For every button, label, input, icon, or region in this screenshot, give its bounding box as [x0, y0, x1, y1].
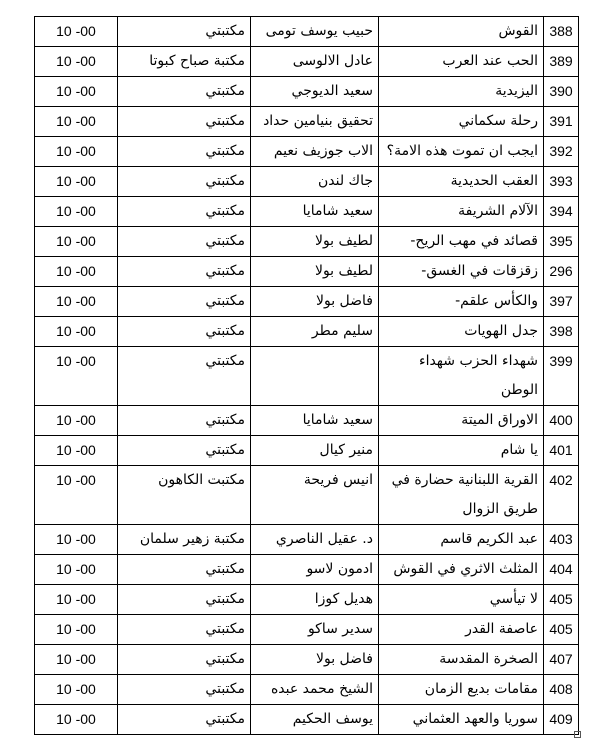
title-cell: مقامات بديع الزمان [379, 675, 544, 705]
title-cell: والكأس علقم- [379, 287, 544, 317]
table-row [35, 555, 579, 585]
author-cell: سدير ساكو [251, 615, 379, 645]
range-cell: 10 -00 [35, 47, 118, 77]
title-cell: سوريا والعهد العثماني [379, 705, 544, 735]
table-row [35, 466, 579, 525]
range-cell: 10 -00 [35, 197, 118, 227]
table-row [35, 436, 579, 466]
title-cell: العقب الحديدية [379, 167, 544, 197]
end-of-cell-mark [574, 731, 581, 738]
title-cell: يا شام [379, 436, 544, 466]
author-cell: الاب جوزيف نعيم [251, 137, 379, 167]
title-cell: لا تيأسي [379, 585, 544, 615]
publisher-cell: مكتبتي [118, 705, 251, 735]
table-row [35, 406, 579, 436]
author-cell: سعيد شامايا [251, 197, 379, 227]
publisher-cell: مكتبتي [118, 77, 251, 107]
author-cell: فاضل بولا [251, 645, 379, 675]
title-cell: القرية اللبنانية حضارة في طريق الزوال [379, 466, 544, 525]
number-cell: 395 [544, 227, 579, 257]
title-cell: شهداء الحزب شهداء الوطن [379, 347, 544, 406]
publisher-cell: مكتبتي [118, 107, 251, 137]
author-cell: سليم مطر [251, 317, 379, 347]
publisher-cell: مكتبتي [118, 17, 251, 47]
number-cell: 398 [544, 317, 579, 347]
author-cell: د. عقيل الناصري [251, 525, 379, 555]
author-cell: لطيف بولا [251, 257, 379, 287]
publisher-cell: مكتبة صباح كبوتا [118, 47, 251, 77]
range-cell: 10 -00 [35, 137, 118, 167]
table-row [35, 77, 579, 107]
books-table-body [35, 17, 579, 735]
table-row [35, 227, 579, 257]
author-cell: سعيد شامايا [251, 406, 379, 436]
range-cell: 10 -00 [35, 675, 118, 705]
number-cell: 407 [544, 645, 579, 675]
publisher-cell: مكتبتي [118, 585, 251, 615]
number-cell: 405 [544, 615, 579, 645]
range-cell: 10 -00 [35, 436, 118, 466]
title-cell: اليزيدية [379, 77, 544, 107]
title-cell: المثلث الاثري في القوش [379, 555, 544, 585]
table-row [35, 675, 579, 705]
table-row [35, 705, 579, 735]
range-cell: 10 -00 [35, 555, 118, 585]
range-cell: 10 -00 [35, 107, 118, 137]
table-row [35, 137, 579, 167]
title-cell: القوش [379, 17, 544, 47]
publisher-cell: مكتبتي [118, 197, 251, 227]
title-cell: الاوراق الميتة [379, 406, 544, 436]
table-row [35, 645, 579, 675]
table-row [35, 47, 579, 77]
range-cell: 10 -00 [35, 525, 118, 555]
number-cell: 405 [544, 585, 579, 615]
author-cell: فاضل بولا [251, 287, 379, 317]
title-cell: جدل الهويات [379, 317, 544, 347]
table-row [35, 615, 579, 645]
author-cell: حبيب يوسف تومى [251, 17, 379, 47]
books-table [34, 16, 579, 735]
author-cell: تحقيق بنيامين حداد [251, 107, 379, 137]
number-cell: 402 [544, 466, 579, 525]
number-cell: 401 [544, 436, 579, 466]
table-row [35, 197, 579, 227]
table-row [35, 585, 579, 615]
table-row [35, 17, 579, 47]
range-cell: 10 -00 [35, 615, 118, 645]
publisher-cell: مكتبتي [118, 645, 251, 675]
author-cell [251, 347, 379, 406]
title-cell: قصائد في مهب الريح- [379, 227, 544, 257]
range-cell: 10 -00 [35, 167, 118, 197]
number-cell: 394 [544, 197, 579, 227]
number-cell: 391 [544, 107, 579, 137]
publisher-cell: مكتبتي [118, 615, 251, 645]
range-cell: 10 -00 [35, 17, 118, 47]
author-cell: هديل كوزا [251, 585, 379, 615]
author-cell: منير كيال [251, 436, 379, 466]
publisher-cell: مكتبتي [118, 167, 251, 197]
publisher-cell: مكتبتي [118, 257, 251, 287]
author-cell: سعيد الديوجي [251, 77, 379, 107]
number-cell: 408 [544, 675, 579, 705]
range-cell: 10 -00 [35, 585, 118, 615]
title-cell: الآلام الشريفة [379, 197, 544, 227]
author-cell: ادمون لاسو [251, 555, 379, 585]
table-row [35, 317, 579, 347]
range-cell: 10 -00 [35, 227, 118, 257]
number-cell: 403 [544, 525, 579, 555]
number-cell: 409 [544, 705, 579, 735]
author-cell: عادل الالوسى [251, 47, 379, 77]
range-cell: 10 -00 [35, 406, 118, 436]
range-cell: 10 -00 [35, 466, 118, 525]
author-cell: جاك لندن [251, 167, 379, 197]
number-cell: 404 [544, 555, 579, 585]
number-cell: 296 [544, 257, 579, 287]
table-row [35, 167, 579, 197]
title-cell: زقزقات في الغسق- [379, 257, 544, 287]
range-cell: 10 -00 [35, 317, 118, 347]
range-cell: 10 -00 [35, 347, 118, 406]
range-cell: 10 -00 [35, 287, 118, 317]
number-cell: 400 [544, 406, 579, 436]
number-cell: 397 [544, 287, 579, 317]
table-row [35, 347, 579, 406]
number-cell: 399 [544, 347, 579, 406]
number-cell: 392 [544, 137, 579, 167]
title-cell: رحلة سكماني [379, 107, 544, 137]
number-cell: 390 [544, 77, 579, 107]
author-cell: انيس فريحة [251, 466, 379, 525]
table-row [35, 257, 579, 287]
publisher-cell: مكتبتي [118, 436, 251, 466]
publisher-cell: مكتبتي [118, 675, 251, 705]
publisher-cell: مكتبتي [118, 347, 251, 406]
title-cell: الصخرة المقدسة [379, 645, 544, 675]
title-cell: عبد الكريم قاسم [379, 525, 544, 555]
publisher-cell: مكتبتي [118, 555, 251, 585]
publisher-cell: مكتبتي [118, 287, 251, 317]
author-cell: الشيخ محمد عبده [251, 675, 379, 705]
title-cell: عاصفة القدر [379, 615, 544, 645]
publisher-cell: مكتبتي [118, 137, 251, 167]
title-cell: ايجب ان تموت هذه الامة؟ [379, 137, 544, 167]
range-cell: 10 -00 [35, 645, 118, 675]
publisher-cell: مكتبة زهير سلمان [118, 525, 251, 555]
range-cell: 10 -00 [35, 705, 118, 735]
range-cell: 10 -00 [35, 257, 118, 287]
range-cell: 10 -00 [35, 77, 118, 107]
table-row [35, 525, 579, 555]
publisher-cell: مكتبتي [118, 406, 251, 436]
number-cell: 393 [544, 167, 579, 197]
table-row [35, 287, 579, 317]
publisher-cell: مكتبت الكاهون [118, 466, 251, 525]
title-cell: الحب عند العرب [379, 47, 544, 77]
number-cell: 388 [544, 17, 579, 47]
author-cell: يوسف الحكيم [251, 705, 379, 735]
table-row [35, 107, 579, 137]
publisher-cell: مكتبتي [118, 317, 251, 347]
publisher-cell: مكتبتي [118, 227, 251, 257]
number-cell: 389 [544, 47, 579, 77]
author-cell: لطيف بولا [251, 227, 379, 257]
